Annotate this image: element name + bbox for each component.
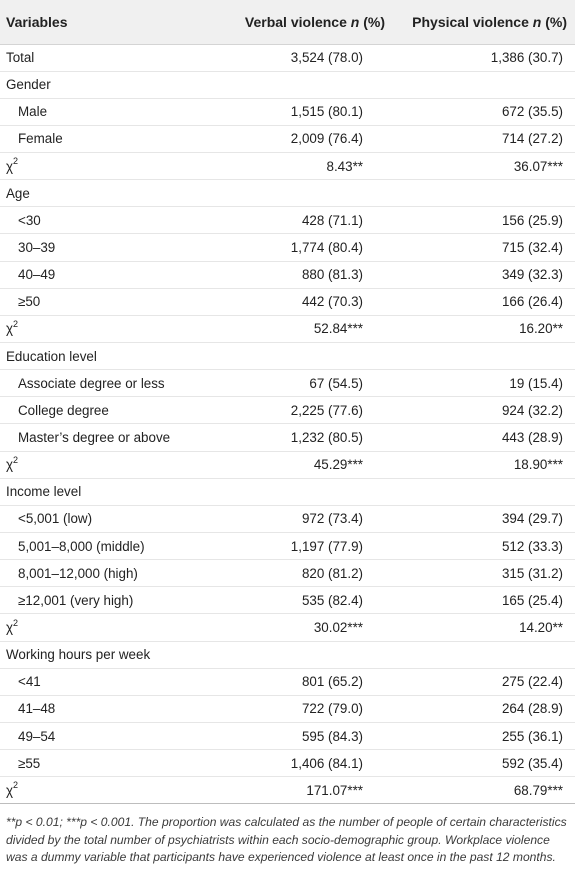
chi-superscript: 2 (13, 617, 19, 628)
row-label: <41 (0, 668, 215, 695)
physical-violence-cell: 715 (32.4) (393, 234, 575, 261)
chi-symbol (6, 156, 19, 174)
row-label (0, 614, 215, 641)
header-verbal-suffix: (%) (359, 13, 385, 30)
verbal-violence-cell: 801 (65.2) (215, 668, 393, 695)
row-label: ≥50 (0, 288, 215, 315)
chi-symbol (6, 780, 19, 798)
physical-violence-cell: 18.90*** (393, 451, 575, 478)
chi-letter: χ (6, 321, 14, 337)
row-label (0, 153, 215, 180)
verbal-violence-cell: 8.43** (215, 153, 393, 180)
physical-violence-cell (393, 343, 575, 370)
verbal-violence-cell (215, 180, 393, 207)
row-label: Master’s degree or above (0, 424, 215, 451)
verbal-violence-cell: 3,524 (78.0) (215, 44, 393, 71)
verbal-violence-cell: 1,197 (77.9) (215, 533, 393, 560)
chi-superscript: 2 (13, 156, 19, 167)
table-row (0, 125, 575, 152)
physical-violence-cell: 165 (25.4) (393, 587, 575, 614)
chi-symbol (6, 617, 19, 636)
physical-violence-cell: 14.20** (393, 614, 575, 641)
physical-violence-cell: 443 (28.9) (393, 424, 575, 451)
table-body (0, 44, 575, 804)
verbal-violence-cell (215, 478, 393, 505)
chi-symbol (6, 454, 19, 473)
row-label: 49–54 (0, 723, 215, 750)
group-row (0, 71, 575, 98)
header-physical-suffix: (%) (541, 13, 567, 30)
table-row (0, 288, 575, 315)
row-label: <30 (0, 207, 215, 234)
physical-violence-cell (393, 641, 575, 668)
physical-violence-cell: 166 (26.4) (393, 288, 575, 315)
table-row (0, 505, 575, 532)
physical-violence-cell: 315 (31.2) (393, 560, 575, 587)
row-label: Education level (0, 343, 215, 370)
header-physical-violence (393, 0, 575, 44)
table-row (0, 234, 575, 261)
verbal-violence-cell: 1,515 (80.1) (215, 98, 393, 125)
physical-violence-cell (393, 71, 575, 98)
row-label: Income level (0, 478, 215, 505)
verbal-violence-cell: 972 (73.4) (215, 505, 393, 532)
physical-violence-cell: 255 (36.1) (393, 723, 575, 750)
row-label: 8,001–12,000 (high) (0, 560, 215, 587)
table-row (0, 560, 575, 587)
chi-square-row (0, 451, 575, 478)
table-row (0, 397, 575, 424)
chi-square-row (0, 777, 575, 804)
row-label: <5,001 (low) (0, 505, 215, 532)
row-label: Gender (0, 71, 215, 98)
chi-symbol (6, 321, 18, 336)
chi-superscript: 2 (13, 780, 19, 791)
verbal-violence-cell: 535 (82.4) (215, 587, 393, 614)
chi-square-row (0, 153, 575, 180)
row-label (0, 777, 215, 804)
table-row (0, 370, 575, 397)
row-label: ≥55 (0, 750, 215, 777)
row-label: Total (0, 44, 215, 71)
physical-violence-cell: 36.07*** (393, 153, 575, 180)
chi-letter: χ (6, 782, 14, 798)
physical-violence-cell: 1,386 (30.7) (393, 44, 575, 71)
physical-violence-cell: 68.79*** (393, 777, 575, 804)
verbal-violence-cell (215, 641, 393, 668)
row-label (0, 315, 215, 342)
group-row (0, 343, 575, 370)
verbal-violence-cell: 1,406 (84.1) (215, 750, 393, 777)
verbal-violence-cell: 722 (79.0) (215, 695, 393, 722)
table-row (0, 424, 575, 451)
verbal-violence-cell: 880 (81.3) (215, 261, 393, 288)
table-row (0, 750, 575, 777)
group-row (0, 641, 575, 668)
physical-violence-cell: 714 (27.2) (393, 125, 575, 152)
verbal-violence-cell: 428 (71.1) (215, 207, 393, 234)
row-label: Associate degree or less (0, 370, 215, 397)
verbal-violence-cell: 2,009 (76.4) (215, 125, 393, 152)
verbal-violence-cell: 30.02*** (215, 614, 393, 641)
table-row (0, 695, 575, 722)
table-footnote: **p < 0.01; ***p < 0.001. The proportion was calculated as the number of people of certain characteristics divided by the total number of psychiatrists within each socio-demographic group. Workplace violence was a dummy variable that participants have experienced violence at least once in the past 12 months. (6, 815, 567, 865)
verbal-violence-cell: 595 (84.3) (215, 723, 393, 750)
header-verbal-n: n (350, 13, 360, 30)
table-row (0, 533, 575, 560)
header-physical-n: n (532, 13, 542, 30)
verbal-violence-cell: 52.84*** (215, 315, 393, 342)
verbal-violence-cell: 442 (70.3) (215, 288, 393, 315)
verbal-violence-cell (215, 71, 393, 98)
physical-violence-cell: 394 (29.7) (393, 505, 575, 532)
physical-violence-cell: 592 (35.4) (393, 750, 575, 777)
physical-violence-cell (393, 180, 575, 207)
row-label: Female (0, 125, 215, 152)
physical-violence-cell: 264 (28.9) (393, 695, 575, 722)
physical-violence-cell: 924 (32.2) (393, 397, 575, 424)
group-row (0, 44, 575, 71)
verbal-violence-cell: 171.07*** (215, 777, 393, 804)
chi-superscript: 2 (13, 454, 19, 465)
table-row (0, 261, 575, 288)
group-row (0, 180, 575, 207)
physical-violence-cell: 156 (25.9) (393, 207, 575, 234)
verbal-violence-cell: 67 (54.5) (215, 370, 393, 397)
table-row (0, 587, 575, 614)
table-row (0, 98, 575, 125)
physical-violence-cell: 16.20** (393, 315, 575, 342)
row-label: 40–49 (0, 261, 215, 288)
header-variables: Variables (0, 0, 215, 44)
table-row (0, 207, 575, 234)
verbal-violence-cell: 2,225 (77.6) (215, 397, 393, 424)
physical-violence-cell: 512 (33.3) (393, 533, 575, 560)
row-label: 41–48 (0, 695, 215, 722)
physical-violence-cell: 275 (22.4) (393, 668, 575, 695)
chi-square-row (0, 315, 575, 342)
row-label: Age (0, 180, 215, 207)
row-label: 5,001–8,000 (middle) (0, 533, 215, 560)
row-label: Male (0, 98, 215, 125)
physical-violence-cell: 349 (32.3) (393, 261, 575, 288)
chi-letter: χ (6, 620, 14, 636)
verbal-violence-cell: 820 (81.2) (215, 560, 393, 587)
group-row (0, 478, 575, 505)
physical-violence-cell (393, 478, 575, 505)
physical-violence-cell: 672 (35.5) (393, 98, 575, 125)
row-label: College degree (0, 397, 215, 424)
verbal-violence-cell (215, 343, 393, 370)
header-physical-prefix: Physical violence (412, 13, 533, 30)
table-header-row (0, 0, 575, 44)
row-label (0, 451, 215, 478)
row-label: 30–39 (0, 234, 215, 261)
verbal-violence-cell: 45.29*** (215, 451, 393, 478)
row-label: ≥12,001 (very high) (0, 587, 215, 614)
row-label: Working hours per week (0, 641, 215, 668)
chi-superscript: 2 (13, 319, 19, 329)
table-row (0, 668, 575, 695)
header-verbal-violence (215, 0, 393, 44)
chi-square-row (0, 614, 575, 641)
verbal-violence-cell: 1,774 (80.4) (215, 234, 393, 261)
table-row (0, 723, 575, 750)
chi-letter: χ (6, 457, 14, 473)
verbal-violence-cell: 1,232 (80.5) (215, 424, 393, 451)
chi-letter: χ (6, 158, 14, 174)
header-verbal-prefix: Verbal violence (244, 13, 351, 30)
physical-violence-cell: 19 (15.4) (393, 370, 575, 397)
